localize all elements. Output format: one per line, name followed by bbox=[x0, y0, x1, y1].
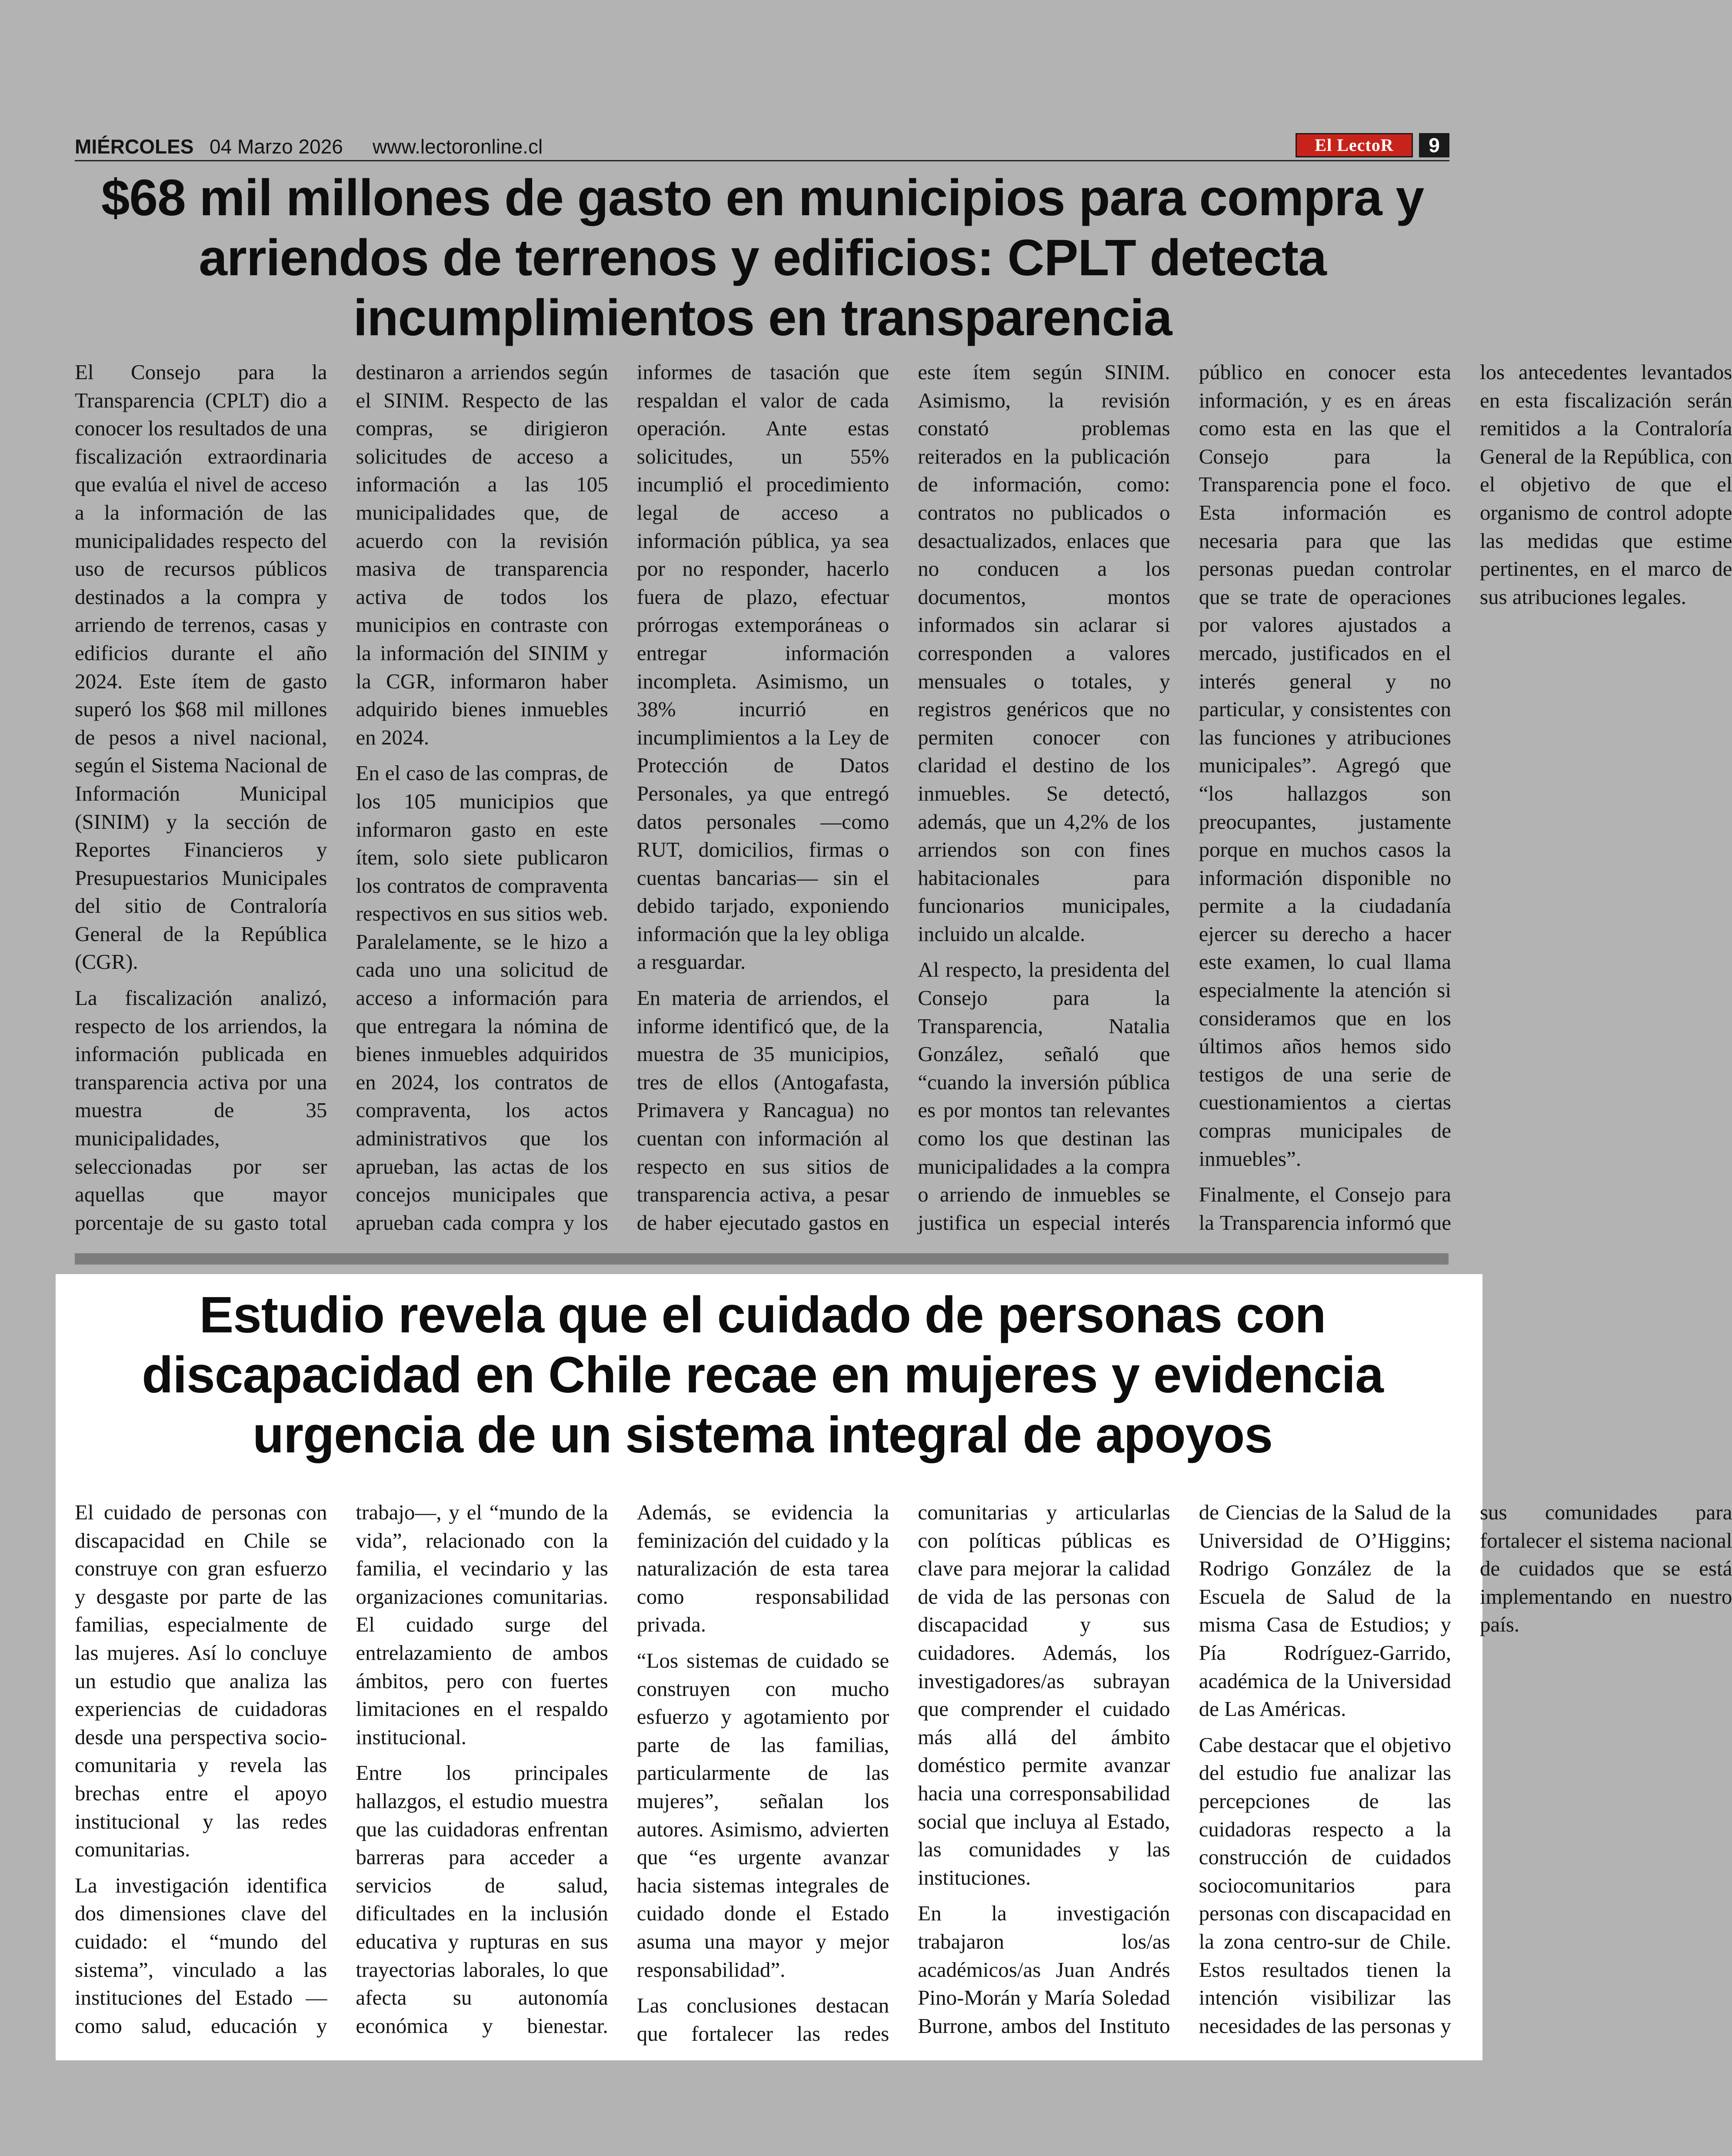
article2-paragraph: La investigación identifica dos dimensiones clave del cuidado: el “mundo del sistema”, vinculado a las instituciones del Estado —como salud, educación y trabajo—, y el “mundo de la vida”, relacionado con la familia, el vecindario y las organizaciones comunitarias. El cuidado surge del entrelazamiento de ambos ámbitos, pero con fuertes limitaciones en el respaldo institucional. bbox=[75, 1500, 608, 2038]
article1-paragraph: Finalmente, el Consejo para la Transparencia informó que los antecedentes levantados en esta fiscalización serán remitidos a la Contraloría General de la República, con el objetivo de que el organismo de control adopte las medidas que estime pertinentes, en el marco de sus atribuciones legales. bbox=[1199, 360, 1732, 1235]
article1-headline: $68 mil millones de gasto en municipios para compra y arriendos de terrenos y edificios: CPLT detecta incumplimientos en transparencia bbox=[101, 169, 1424, 347]
article1-paragraph: En el caso de las compras, de los 105 municipios que informaron gasto en este ítem, solo siete publicaron los contratos de compraventa respectivos en sus sitios web. Paralelamente, se le hizo a cada uno una solicitud de acceso a información para que entregara la nómina de bienes inmuebles adquiridos en 2024, los contratos de compraventa, los actos administrativos que los aprueban, las actas de los concejos municipales que aprueban cada compra y los informes de tasación que respaldan el valor de cada operación. Ante estas solicitudes, un 55% incumplió el procedimiento legal de acceso a información pública, ya sea por no responder, hacerlo fuera de plazo, efectuar prórrogas extemporáneas o entregar información incompleta. Asimismo, un 38% incurrió en incumplimientos a la Ley de Protección de Datos Personales, ya que entregó datos personales —como RUT, domicilios, firmas o cuentas bancarias— sin el debido tarjado, exponiendo información que la ley obliga a resguardar. bbox=[356, 360, 889, 1235]
header-day: MIÉRCOLES bbox=[75, 135, 194, 158]
section-divider bbox=[75, 1253, 1449, 1265]
article2-paragraph: Entre los principales hallazgos, el estudio muestra que las cuidadoras enfrentan barreras para acceder a servicios de salud, dificultades en la inclusión educativa y rupturas en sus trayectorias laborales, lo que afecta su autonomía económica y bienestar. Además, se evidencia la feminización del cuidado y la naturalización de esta tarea como responsabilidad privada. bbox=[356, 1500, 889, 2038]
article2-body bbox=[75, 1499, 1732, 2052]
article2-headline: Estudio revela que el cuidado de personas con discapacidad en Chile recae en mujeres y evidencia urgencia de un sistema integral de apoyos bbox=[142, 1286, 1383, 1464]
header-url[interactable]: www.lectoronline.cl bbox=[373, 135, 543, 158]
header-rule bbox=[75, 160, 1449, 161]
article2-paragraph: “Los sistemas de cuidado se construyen con mucho esfuerzo y agotamiento por parte de las familias, particularmente de las mujeres”, señalan los autores. Asimismo, advierten que “es urgente avanzar hacia sistemas integrales de cuidado donde el Estado asuma una mayor y mejor responsabilidad”. bbox=[636, 1648, 889, 1982]
article1-body bbox=[75, 358, 1732, 1241]
article2-paragraph: Cabe destacar que el objetivo del estudio fue analizar las percepciones de las cuidadoras respecto a la construcción de cuidados sociocomunitarios para personas con discapacidad en la zona centro-sur de Chile. Estos resultados tienen la intención visibilizar las necesidades de las personas y sus comunidades para fortalecer el sistema nacional de cuidados que se está implementando en nuestro país. bbox=[1199, 1500, 1732, 2038]
article1-paragraph: La fiscalización analizó, respecto de los arriendos, la información publicada en transparencia activa por una muestra de 35 municipalidades, seleccionadas por ser aquellas que mayor porcentaje de su gasto total destinaron a arriendos según el SINIM. Respecto de las compras, se dirigieron solicitudes de acceso a información a las 105 municipalidades que, de acuerdo con la revisión masiva de transparencia activa de todos los municipios en contraste con la información del SINIM y la CGR, informaron haber adquirido bienes inmuebles en 2024. bbox=[75, 360, 608, 1235]
article2-paragraph: El cuidado de personas con discapacidad en Chile se construye con gran esfuerzo y desgaste por parte de las familias, especialmente de las mujeres. Así lo concluye un estudio que analiza las experiencias de cuidadoras desde una perspectiva socio-comunitaria y revela las brechas entre el apoyo institucional y las redes comunitarias. bbox=[75, 1500, 327, 1862]
article2-paragraph: Las conclusiones destacan que fortalecer las redes comunitarias y articularlas con políticas públicas es clave para mejorar la calidad de vida de las personas con discapacidad y sus cuidadores. Además, los investigadores/as subrayan que comprender el cuidado más allá del ámbito doméstico permite avanzar hacia una corresponsabilidad social que incluya al Estado, las comunidades y las instituciones. bbox=[636, 1500, 1170, 2046]
article2-paragraph: En la investigación trabajaron los/as académicos/as Juan Andrés Pino-Morán y María Soledad Burrone, ambos del Instituto de Ciencias de la Salud de la Universidad de O’Higgins; Rodrigo González de la Escuela de Salud de la misma Casa de Estudios; y Pía Rodríguez-Garrido, académica de la Universidad de Las Américas. bbox=[918, 1500, 1451, 2038]
article1-paragraph: Al respecto, la presidenta del Consejo para la Transparencia, Natalia González, señaló que “cuando la inversión pública es por montos tan relevantes como los que destinan las municipalidades a la compra o arriendo de inmuebles se justifica un especial interés público en conocer esta información, y es en áreas como esta en las que el Consejo para la Transparencia pone el foco. Esta información es necesaria para que las personas puedan controlar que se trate de operaciones por valores ajustados a mercado, justificados en el interés general y no particular, y consistentes con las funciones y atribuciones municipales”. Agregó que “los hallazgos son preocupantes, justamente porque en muchos casos la información disponible no permite a la ciudadanía ejercer su derecho a hacer este examen, lo cual llama especialmente la atención si consideramos que en los últimos años hemos sido testigos de una serie de cuestionamientos a ciertas compras municipales de inmuebles”. bbox=[918, 360, 1451, 1235]
newspaper-logo: El LectoR bbox=[1296, 133, 1413, 157]
header-date: 04 Marzo 2026 bbox=[210, 135, 343, 158]
page-number: 9 bbox=[1419, 133, 1449, 157]
article1-paragraph: El Consejo para la Transparencia (CPLT) dio a conocer los resultados de una fiscalización extraordinaria que evalúa el nivel de acceso a la información de las municipalidades respecto del uso de recursos públicos destinados a la compra y arriendo de terrenos, casas y edificios durante el año 2024. Este ítem de gasto superó los $68 mil millones de pesos a nivel nacional, según el Sistema Nacional de Información Municipal (SINIM) y la sección de Reportes Financieros y Presupuestarios Municipales del sitio de Contraloría General de la República (CGR). bbox=[75, 360, 327, 974]
article1-paragraph: En materia de arriendos, el informe identificó que, de la muestra de 35 municipios, tres de ellos (Antogafasta, Primavera y Rancagua) no cuentan con información al respecto en sus sitios de transparencia activa, a pesar de haber ejecutado gastos en este ítem según SINIM. Asimismo, la revisión constató problemas reiterados en la publicación de información, como: contratos no publicados o desactualizados, enlaces que no conducen a los documentos, montos informados sin aclarar si corresponden a valores mensuales o totales, y registros genéricos que no permiten conocer con claridad el destino de los inmuebles. Se detectó, además, que un 4,2% de los arriendos son con fines habitacionales para funcionarios municipales, incluido un alcalde. bbox=[636, 360, 1170, 1235]
page-header bbox=[75, 132, 1449, 163]
